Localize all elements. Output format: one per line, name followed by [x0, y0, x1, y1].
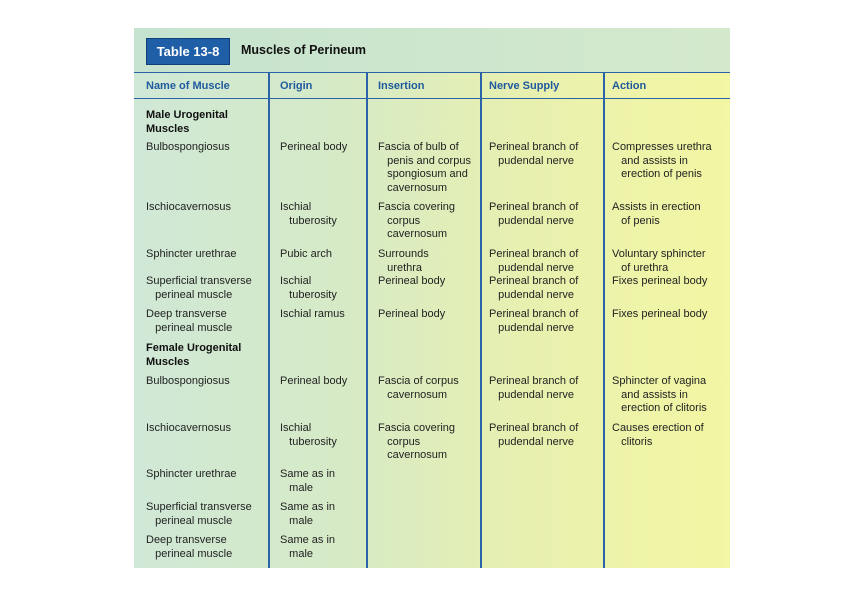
cell-action: Causes erection of clitoris	[612, 422, 704, 448]
col-header-origin: Origin	[280, 80, 313, 92]
cell-nerve: Perineal branch of pudendal nerve	[489, 375, 579, 401]
cell-nerve: Perineal branch of pudendal nerve	[489, 141, 579, 167]
cell-action: Compresses urethra and assists in erection of penis	[612, 141, 712, 180]
cell-origin: Same as in male	[280, 534, 336, 560]
table-panel	[134, 28, 730, 568]
cell-insertion: Fascia of bulb of penis and corpus spongiosum and cavernosum	[378, 141, 471, 194]
col-header-action: Action	[612, 80, 647, 92]
cell-origin: Same as in male	[280, 468, 336, 494]
cell-nerve: Perineal branch of pudendal nerve	[489, 275, 579, 301]
cell-insertion: Fascia covering corpus cavernosum	[378, 422, 456, 461]
cell-name: Ischiocavernosus	[146, 422, 231, 434]
cell-origin: Ischial tuberosity	[280, 201, 337, 227]
section-heading-male: Male Urogenital Muscles	[146, 109, 228, 135]
cell-nerve: Perineal branch of pudendal nerve	[489, 248, 579, 274]
cell-name: Bulbospongiosus	[146, 141, 230, 153]
column-divider	[268, 72, 270, 568]
cell-origin: Perineal body	[280, 375, 348, 387]
cell-origin: Pubic arch	[280, 248, 332, 260]
table-title: Muscles of Perineum	[241, 43, 367, 57]
cell-name: Deep transverse perineal muscle	[146, 308, 233, 334]
cell-origin: Ischial tuberosity	[280, 275, 337, 301]
cell-origin: Ischial tuberosity	[280, 422, 337, 448]
cell-insertion: Fascia covering corpus cavernosum	[378, 201, 456, 240]
column-divider	[603, 72, 605, 568]
cell-insertion: Perineal body	[378, 308, 446, 320]
cell-origin: Perineal body	[280, 141, 348, 153]
col-header-insertion: Insertion	[378, 80, 425, 92]
cell-action: Fixes perineal body	[612, 308, 708, 320]
cell-origin: Ischial ramus	[280, 308, 345, 320]
cell-insertion: Surrounds urethra	[378, 248, 429, 274]
cell-nerve: Perineal branch of pudendal nerve	[489, 422, 579, 448]
cell-origin: Same as in male	[280, 501, 336, 527]
cell-insertion: Perineal body	[378, 275, 446, 287]
cell-name: Ischiocavernosus	[146, 201, 231, 213]
title-bar	[134, 28, 730, 72]
cell-insertion: Fascia of corpus cavernosum	[378, 375, 459, 401]
col-header-name: Name of Muscle	[146, 80, 230, 92]
cell-action: Sphincter of vagina and assists in erection of clitoris	[612, 375, 707, 414]
cell-nerve: Perineal branch of pudendal nerve	[489, 308, 579, 334]
column-divider	[366, 72, 368, 568]
cell-name: Superficial transverse perineal muscle	[146, 501, 252, 527]
column-divider	[480, 72, 482, 568]
cell-name: Sphincter urethrae	[146, 248, 237, 260]
col-header-nerve: Nerve Supply	[489, 80, 560, 92]
cell-action: Voluntary sphincter of urethra	[612, 248, 706, 274]
cell-action: Fixes perineal body	[612, 275, 708, 287]
section-heading-female: Female Urogenital Muscles	[146, 342, 242, 368]
cell-nerve: Perineal branch of pudendal nerve	[489, 201, 579, 227]
cell-name: Bulbospongiosus	[146, 375, 230, 387]
header-row	[134, 72, 730, 99]
cell-name: Deep transverse perineal muscle	[146, 534, 233, 560]
table-number-badge: Table 13-8	[146, 38, 230, 65]
cell-action: Assists in erection of penis	[612, 201, 701, 227]
cell-name: Sphincter urethrae	[146, 468, 237, 480]
cell-name: Superficial transverse perineal muscle	[146, 275, 252, 301]
